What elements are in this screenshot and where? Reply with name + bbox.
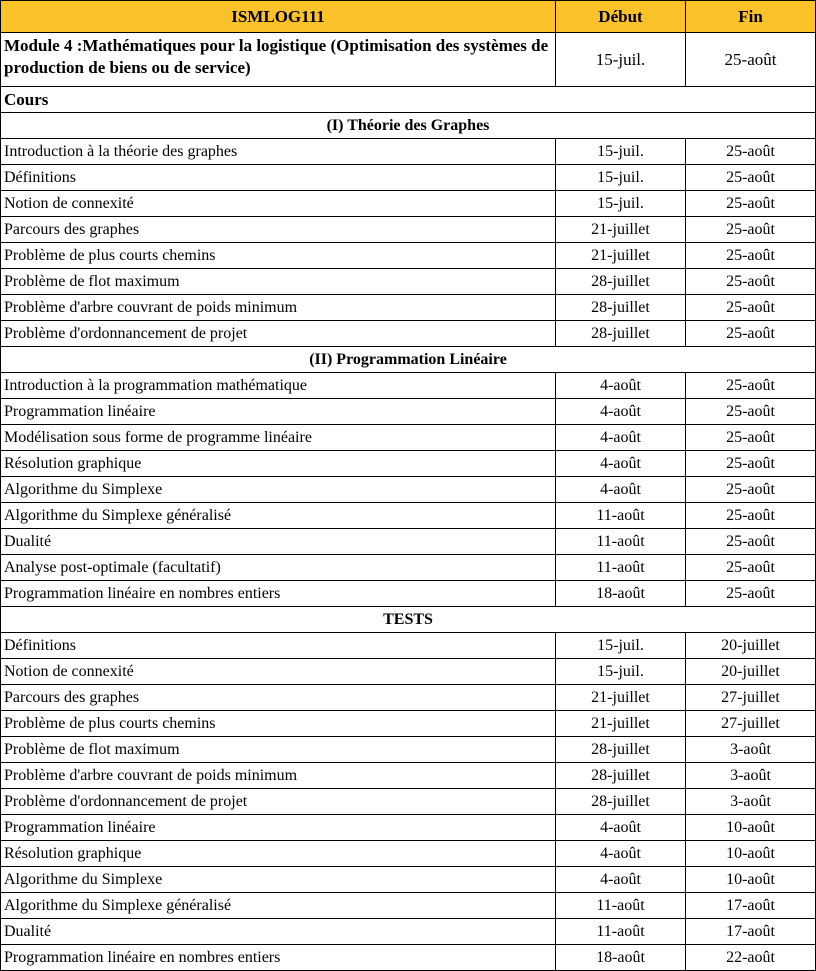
end-date: 25-août	[686, 503, 816, 529]
section-header-row	[1, 607, 816, 633]
start-date: 4-août	[556, 841, 686, 867]
topic-label: Définitions	[1, 633, 556, 659]
module-row	[1, 33, 816, 87]
cours-label: Cours	[1, 87, 816, 113]
start-date: 15-juil.	[556, 139, 686, 165]
start-date: 28-juillet	[556, 789, 686, 815]
table-row	[1, 867, 816, 893]
table-row	[1, 893, 816, 919]
start-date: 11-août	[556, 919, 686, 945]
table-row	[1, 945, 816, 971]
table-row	[1, 685, 816, 711]
topic-label: Notion de connexité	[1, 191, 556, 217]
table-row	[1, 763, 816, 789]
start-date: 28-juillet	[556, 321, 686, 347]
topic-label: Parcours des graphes	[1, 217, 556, 243]
start-date: 11-août	[556, 555, 686, 581]
table-row	[1, 243, 816, 269]
end-date: 25-août	[686, 373, 816, 399]
start-date: 4-août	[556, 451, 686, 477]
start-date: 28-juillet	[556, 737, 686, 763]
end-date: 10-août	[686, 867, 816, 893]
table-row	[1, 191, 816, 217]
start-date: 15-juil.	[556, 633, 686, 659]
table-row	[1, 555, 816, 581]
section-title: (II) Programmation Linéaire	[1, 347, 816, 373]
end-date: 17-août	[686, 893, 816, 919]
end-date: 25-août	[686, 243, 816, 269]
table-row	[1, 165, 816, 191]
schedule-body	[1, 1, 816, 971]
start-date: 15-juil.	[556, 659, 686, 685]
end-date: 3-août	[686, 789, 816, 815]
section-header-row	[1, 347, 816, 373]
topic-label: Dualité	[1, 919, 556, 945]
section-header-row	[1, 113, 816, 139]
end-date: 3-août	[686, 737, 816, 763]
start-date: 4-août	[556, 815, 686, 841]
table-row	[1, 295, 816, 321]
table-row	[1, 269, 816, 295]
start-date: 4-août	[556, 373, 686, 399]
topic-label: Programmation linéaire	[1, 399, 556, 425]
start-date: 21-juillet	[556, 685, 686, 711]
end-date: 25-août	[686, 425, 816, 451]
table-row	[1, 581, 816, 607]
topic-label: Notion de connexité	[1, 659, 556, 685]
module-start-date: 15-juil.	[556, 33, 686, 87]
section-title: (I) Théorie des Graphes	[1, 113, 816, 139]
start-date: 18-août	[556, 945, 686, 971]
topic-label: Problème d'ordonnancement de projet	[1, 789, 556, 815]
end-date: 25-août	[686, 529, 816, 555]
topic-label: Introduction à la programmation mathématique	[1, 373, 556, 399]
section-title: TESTS	[1, 607, 816, 633]
end-date: 25-août	[686, 191, 816, 217]
end-date: 17-août	[686, 919, 816, 945]
topic-label: Modélisation sous forme de programme linéaire	[1, 425, 556, 451]
table-row	[1, 659, 816, 685]
table-row	[1, 399, 816, 425]
end-date: 25-août	[686, 139, 816, 165]
end-date: 10-août	[686, 841, 816, 867]
header-row	[1, 1, 816, 33]
topic-label: Programmation linéaire en nombres entiers	[1, 945, 556, 971]
start-date: 11-août	[556, 503, 686, 529]
table-row	[1, 841, 816, 867]
cours-row	[1, 87, 816, 113]
table-row	[1, 529, 816, 555]
end-column-header: Fin	[686, 1, 816, 33]
module-end-date: 25-août	[686, 33, 816, 87]
start-date: 11-août	[556, 893, 686, 919]
end-date: 27-juillet	[686, 711, 816, 737]
start-column-header: Début	[556, 1, 686, 33]
topic-label: Résolution graphique	[1, 451, 556, 477]
start-date: 4-août	[556, 425, 686, 451]
start-date: 28-juillet	[556, 763, 686, 789]
table-row	[1, 425, 816, 451]
end-date: 25-août	[686, 555, 816, 581]
topic-label: Définitions	[1, 165, 556, 191]
topic-label: Problème de plus courts chemins	[1, 243, 556, 269]
table-row	[1, 321, 816, 347]
table-row	[1, 139, 816, 165]
end-date: 22-août	[686, 945, 816, 971]
topic-label: Problème d'arbre couvrant de poids minimum	[1, 295, 556, 321]
start-date: 18-août	[556, 581, 686, 607]
end-date: 25-août	[686, 295, 816, 321]
topic-label: Problème d'arbre couvrant de poids minimum	[1, 763, 556, 789]
start-date: 4-août	[556, 477, 686, 503]
table-row	[1, 789, 816, 815]
end-date: 25-août	[686, 581, 816, 607]
start-date: 28-juillet	[556, 295, 686, 321]
end-date: 27-juillet	[686, 685, 816, 711]
table-row	[1, 503, 816, 529]
topic-label: Problème de plus courts chemins	[1, 711, 556, 737]
end-date: 25-août	[686, 477, 816, 503]
start-date: 21-juillet	[556, 711, 686, 737]
table-row	[1, 373, 816, 399]
topic-label: Introduction à la théorie des graphes	[1, 139, 556, 165]
topic-label: Problème de flot maximum	[1, 269, 556, 295]
table-row	[1, 217, 816, 243]
start-date: 15-juil.	[556, 165, 686, 191]
end-date: 25-août	[686, 217, 816, 243]
table-row	[1, 737, 816, 763]
course-code-header: ISMLOG111	[1, 1, 556, 33]
end-date: 25-août	[686, 321, 816, 347]
end-date: 25-août	[686, 269, 816, 295]
table-row	[1, 711, 816, 737]
topic-label: Programmation linéaire	[1, 815, 556, 841]
end-date: 20-juillet	[686, 633, 816, 659]
topic-label: Programmation linéaire en nombres entiers	[1, 581, 556, 607]
start-date: 15-juil.	[556, 191, 686, 217]
table-row	[1, 815, 816, 841]
topic-label: Algorithme du Simplexe généralisé	[1, 503, 556, 529]
module-title: Module 4 :Mathématiques pour la logistique (Optimisation des systèmes de production de biens ou de service)	[1, 33, 556, 87]
topic-label: Problème de flot maximum	[1, 737, 556, 763]
end-date: 10-août	[686, 815, 816, 841]
table-row	[1, 633, 816, 659]
start-date: 4-août	[556, 399, 686, 425]
start-date: 21-juillet	[556, 243, 686, 269]
topic-label: Problème d'ordonnancement de projet	[1, 321, 556, 347]
topic-label: Algorithme du Simplexe	[1, 867, 556, 893]
end-date: 3-août	[686, 763, 816, 789]
start-date: 4-août	[556, 867, 686, 893]
start-date: 21-juillet	[556, 217, 686, 243]
topic-label: Analyse post-optimale (facultatif)	[1, 555, 556, 581]
topic-label: Résolution graphique	[1, 841, 556, 867]
end-date: 25-août	[686, 165, 816, 191]
topic-label: Dualité	[1, 529, 556, 555]
start-date: 28-juillet	[556, 269, 686, 295]
table-row	[1, 477, 816, 503]
table-row	[1, 451, 816, 477]
start-date: 11-août	[556, 529, 686, 555]
end-date: 20-juillet	[686, 659, 816, 685]
end-date: 25-août	[686, 399, 816, 425]
topic-label: Algorithme du Simplexe	[1, 477, 556, 503]
table-row	[1, 919, 816, 945]
topic-label: Parcours des graphes	[1, 685, 556, 711]
topic-label: Algorithme du Simplexe généralisé	[1, 893, 556, 919]
end-date: 25-août	[686, 451, 816, 477]
